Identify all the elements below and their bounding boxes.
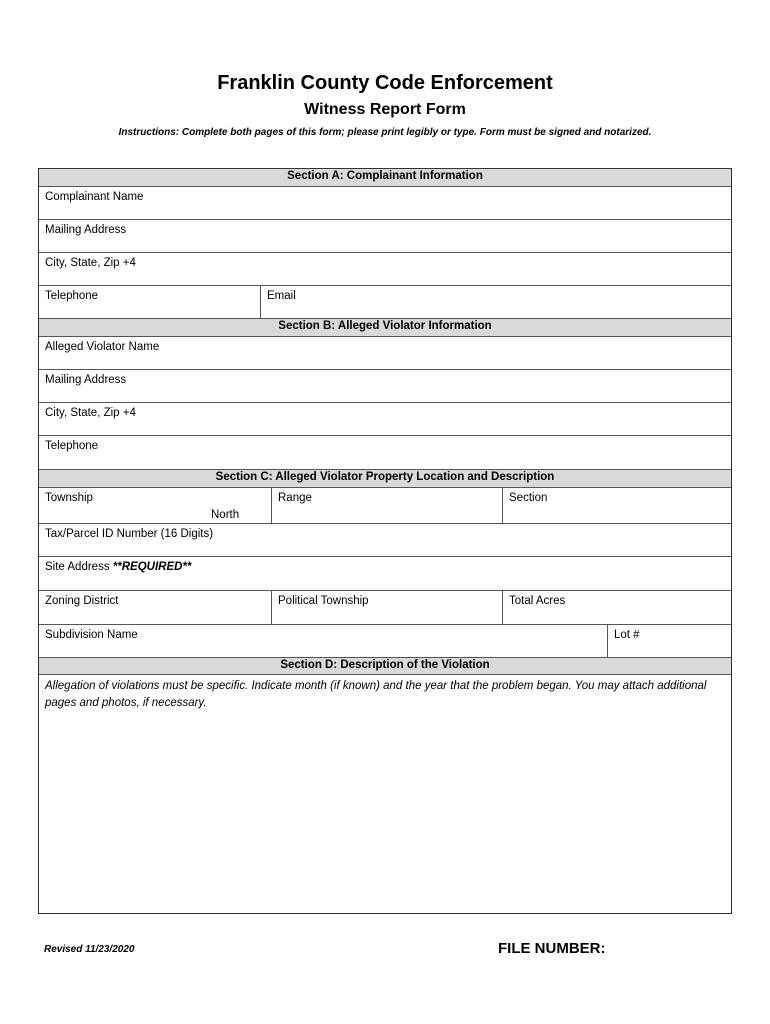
zoning-district-field[interactable]	[39, 591, 271, 624]
section-c-heading: Section C: Alleged Violator Property Location and Description	[39, 470, 731, 488]
complainant-telephone-label: Telephone	[45, 290, 99, 302]
tax-parcel-label: Tax/Parcel ID Number (16 Digits)	[45, 528, 214, 540]
violator-mailing-address-label: Mailing Address	[45, 374, 127, 386]
violator-name-label: Alleged Violator Name	[45, 341, 160, 353]
complainant-name-field[interactable]	[39, 187, 731, 220]
township-field[interactable]	[39, 488, 271, 523]
tax-parcel-field[interactable]	[39, 524, 731, 557]
subdivision-row	[39, 625, 731, 658]
complainant-mailing-address-field[interactable]	[39, 220, 731, 253]
complainant-city-state-zip-field[interactable]	[39, 253, 731, 286]
violator-mailing-address-field[interactable]	[39, 370, 731, 403]
complainant-telephone-field[interactable]	[39, 286, 260, 318]
complainant-mailing-address-label: Mailing Address	[45, 224, 127, 236]
complainant-name-label: Complainant Name	[45, 191, 144, 203]
political-township-label: Political Township	[278, 595, 369, 607]
complainant-contact-row	[39, 286, 731, 319]
total-acres-label: Total Acres	[509, 595, 566, 607]
section-d-heading: Section D: Description of the Violation	[39, 658, 731, 675]
witness-report-form	[38, 168, 732, 914]
violator-city-state-zip-field[interactable]	[39, 403, 731, 436]
section-a-heading: Section A: Complainant Information	[39, 169, 731, 187]
zoning-row	[39, 591, 731, 625]
lot-number-field[interactable]	[607, 625, 731, 657]
form-instructions: Instructions: Complete both pages of this form; please print legibly or type. Form must be signed and notarized.	[118, 127, 652, 138]
site-address-cell	[39, 557, 731, 590]
required-marker: **REQUIRED**	[112, 561, 192, 573]
zoning-district-label: Zoning District	[45, 595, 119, 607]
complainant-email-field[interactable]	[260, 286, 731, 318]
complainant-email-label: Email	[267, 290, 296, 302]
violator-name-field[interactable]	[39, 337, 731, 370]
complainant-city-state-zip-label: City, State, Zip +4	[45, 257, 136, 269]
subdivision-name-label: Subdivision Name	[45, 629, 138, 641]
range-field[interactable]	[271, 488, 502, 523]
file-number-label: FILE NUMBER:	[498, 940, 606, 957]
range-label: Range	[278, 492, 312, 504]
township-label: Township	[45, 492, 93, 504]
form-subtitle: Witness Report Form	[304, 101, 466, 118]
location-row	[39, 488, 731, 524]
revised-date: Revised 11/23/2020	[44, 944, 135, 955]
violator-city-state-zip-label: City, State, Zip +4	[45, 407, 136, 419]
site-address-field[interactable]	[39, 557, 731, 591]
section-label: Section	[509, 492, 548, 504]
total-acres-field[interactable]	[502, 591, 731, 624]
violator-telephone-field[interactable]	[39, 436, 731, 470]
lot-number-label: Lot #	[614, 629, 640, 641]
section-b-heading: Section B: Alleged Violator Information	[39, 319, 731, 337]
violation-description-area[interactable]	[39, 675, 731, 913]
section-field[interactable]	[502, 488, 731, 523]
violator-telephone-label: Telephone	[45, 440, 99, 452]
political-township-field[interactable]	[271, 591, 502, 624]
site-address-label: Site Address	[45, 561, 110, 573]
subdivision-name-field[interactable]	[39, 625, 607, 657]
north-label: North	[211, 509, 240, 521]
form-title: Franklin County Code Enforcement	[217, 72, 553, 94]
allegation-instructions: Allegation of violations must be specific. Indicate month (if known) and the year that the problem began. You may attach additional pages and photos, if necessary.	[45, 680, 707, 709]
